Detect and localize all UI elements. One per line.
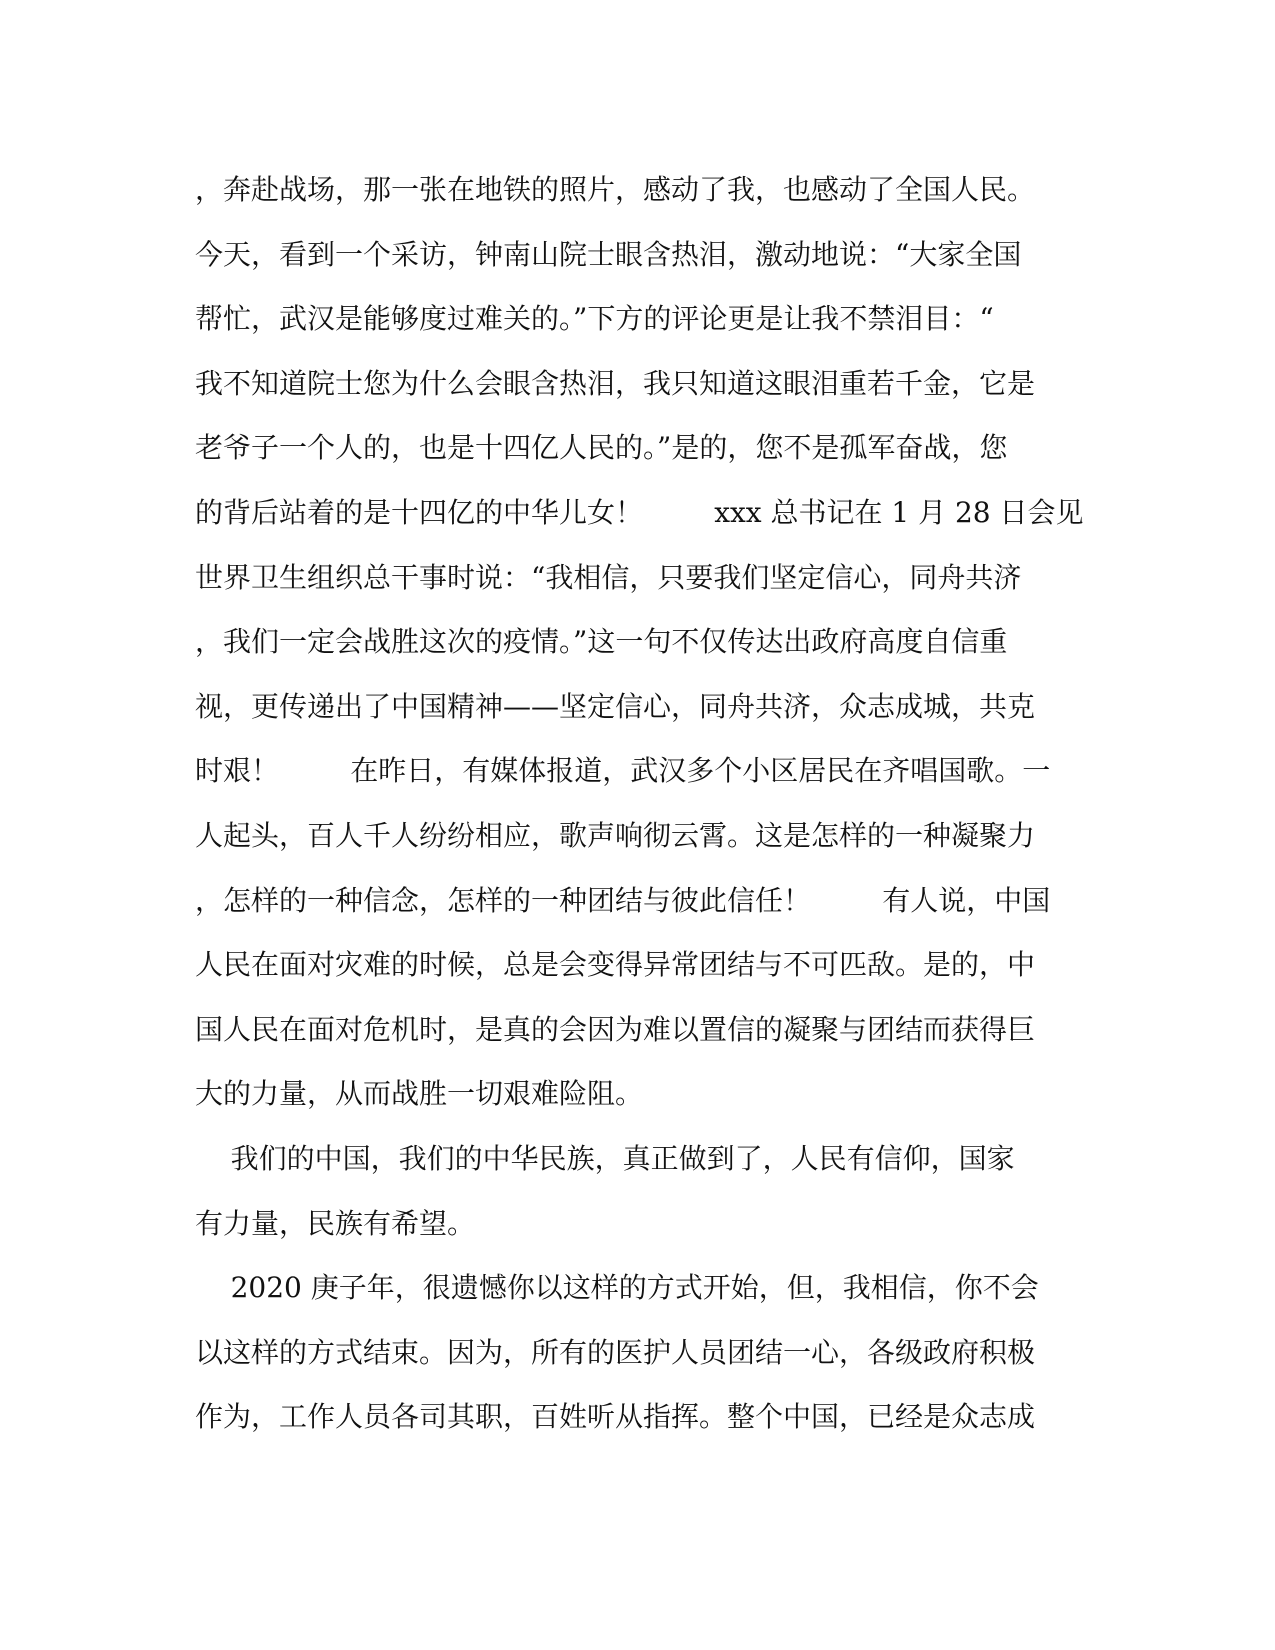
text-line: 世界卫生组织总干事时说：“我相信，只要我们坚定信心，同舟共济 (195, 560, 1022, 594)
text-line: 视，更传递出了中国精神——坚定信心，同舟共济，众志成城，共克 (195, 689, 1036, 723)
text-line: 我不知道院士您为什么会眼含热泪，我只知道这眼泪重若千金，它是 (195, 366, 1036, 400)
text-line: 的背后站着的是十四亿的中华儿女！ xxx 总书记在 1 月 28 日会见 (195, 495, 1084, 529)
text-line: 帮忙，武汉是能够度过难关的。”下方的评论更是让我不禁泪目：“ (195, 302, 994, 336)
text-line: 大的力量，从而战胜一切艰难险阻。 (195, 1077, 644, 1111)
document-body (195, 158, 1084, 1450)
text-line: 作为，工作人员各司其职，百姓听从指挥。整个中国，已经是众志成 (195, 1400, 1036, 1434)
text-line: 人起头，百人千人纷纷相应，歌声响彻云霄。这是怎样的一种凝聚力 (195, 818, 1036, 852)
text-line: 时艰！ 在昨日，有媒体报道，武汉多个小区居民在齐唱国歌。一 (195, 754, 1051, 788)
text-line: 人民在面对灾难的时候，总是会变得异常团结与不可匹敌。是的，中 (195, 948, 1036, 982)
text-line: ，我们一定会战胜这次的疫情。”这一句不仅传达出政府高度自信重 (195, 625, 1008, 659)
text-line: 老爷子一个人的，也是十四亿人民的。”是的，您不是孤军奋战，您 (195, 431, 1008, 465)
text-line: 国人民在面对危机时，是真的会因为难以置信的凝聚与团结而获得巨 (195, 1012, 1036, 1046)
text-line: 我们的中国，我们的中华民族，真正做到了，人民有信仰，国家 (195, 1141, 1015, 1175)
text-line: ，怎样的一种信念，怎样的一种团结与彼此信任！ 有人说，中国 (195, 883, 1051, 917)
text-line: 以这样的方式结束。因为，所有的医护人员团结一心，各级政府积极 (195, 1335, 1036, 1369)
text-line: 2020 庚子年，很遗憾你以这样的方式开始，但，我相信，你不会 (195, 1271, 1039, 1305)
text-line: 有力量，民族有希望。 (195, 1206, 476, 1240)
text-line: ，奔赴战场，那一张在地铁的照片，感动了我，也感动了全国人民。 (195, 173, 1036, 206)
text-line: 今天，看到一个采访，钟南山院士眼含热泪，激动地说：“大家全国 (195, 237, 1022, 271)
